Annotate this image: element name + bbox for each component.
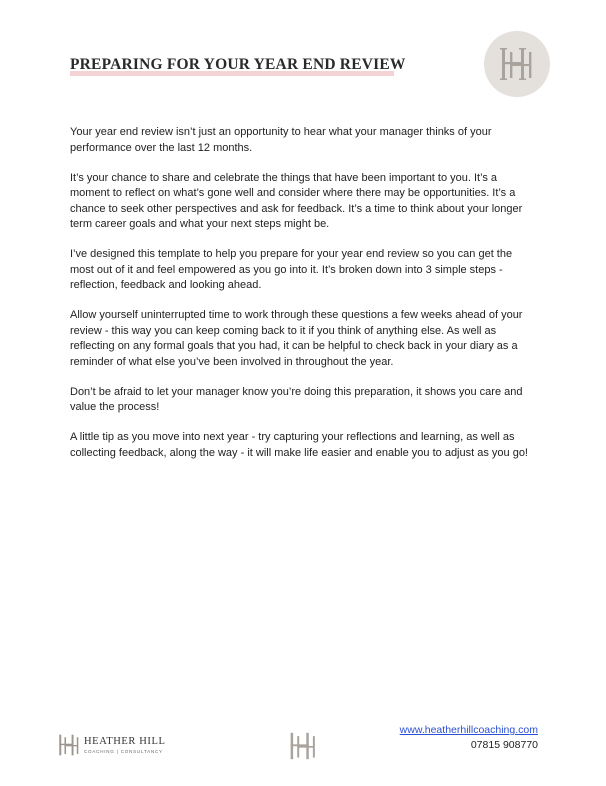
paragraph: Your year end review isn’t just an opportunity to hear what your manager thinks of your performance over the last 12 months. xyxy=(70,126,492,154)
brand-tagline: COACHING | CONSULTANCY xyxy=(84,749,163,754)
paragraph: It’s your chance to share and celebrate the things that have been important to you. It’s a moment to reflect on what’s gone well and consider where there may be opportunities. It’s a chance to seek other perspectives and ask for feedback. It’s a time to think about your longer term career goals and what your next steps might be. xyxy=(70,171,523,230)
hh-monogram-icon xyxy=(484,31,550,97)
hh-monogram-icon xyxy=(58,733,80,757)
intro-text xyxy=(70,125,538,476)
paragraph: I’ve designed this template to help you prepare for your year end review so you can get the most out of it and feel empowered as you go into it. It’s broken down into 3 simple steps - reflection, feedback and looking ahead. xyxy=(70,248,513,291)
brand-name: HEATHER HILL xyxy=(84,736,166,747)
paragraph: Allow yourself uninterrupted time to work through these questions a few weeks ahead of your review - this way you can keep coming back to it if you think of anything else. As well as reflecting on any formal goals that you had, it can be helpful to check back in your diary as a reminder of what else you’ve been involved in throughout the year. xyxy=(70,309,523,368)
phone-number: 07815 908770 xyxy=(470,739,538,751)
website-link[interactable]: www.heatherhillcoaching.com xyxy=(399,724,538,736)
page-title: PREPARING FOR YOUR YEAR END REVIEW xyxy=(70,56,406,73)
hh-monogram-icon xyxy=(289,731,317,766)
footer-brand-logo xyxy=(58,733,166,757)
paragraph: A little tip as you move into next year - try capturing your reflections and learning, as well as collecting feedback, along the way - it will make life easier and enable you to adjust as you go! xyxy=(70,431,528,459)
footer-contact xyxy=(400,723,538,753)
page-header xyxy=(70,56,406,75)
paragraph: Don’t be afraid to let your manager know you’re doing this preparation, it shows you care and value the process! xyxy=(70,385,523,413)
